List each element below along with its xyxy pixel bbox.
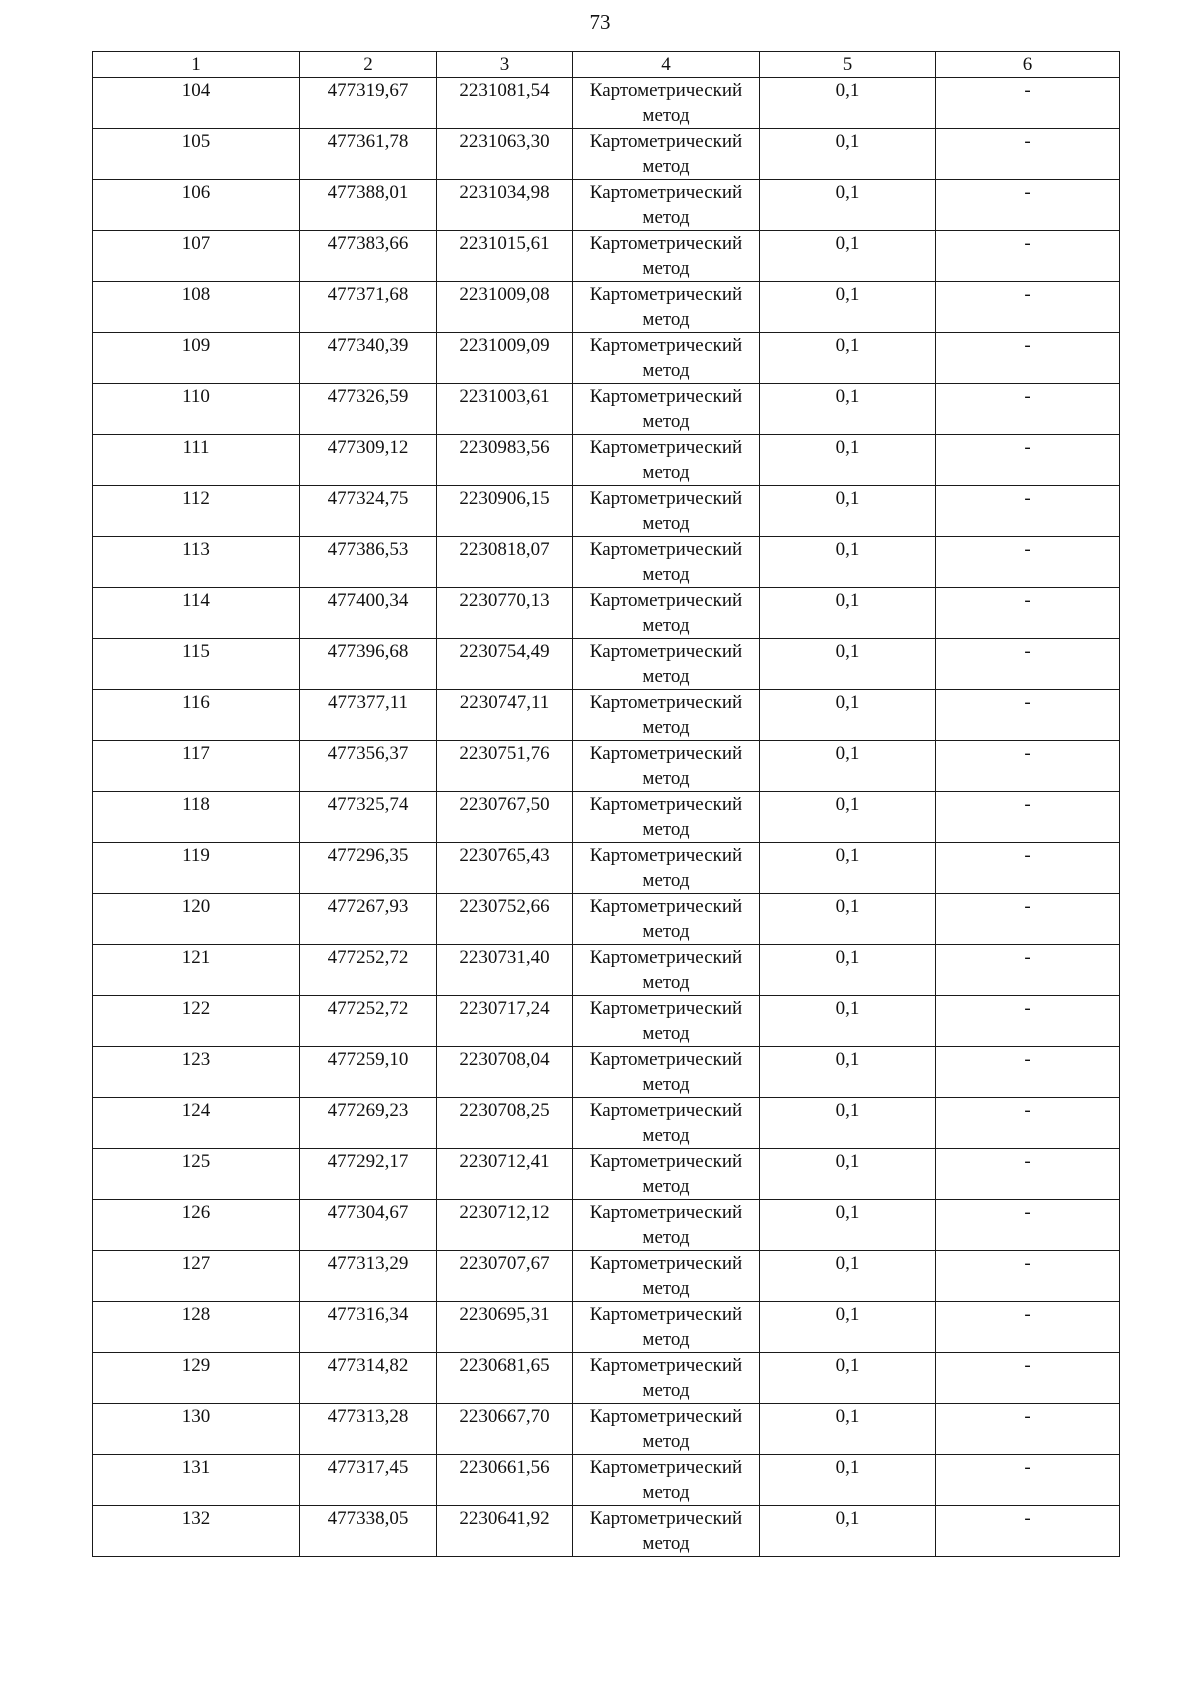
y-coordinate-cell: 2231009,08 <box>437 282 573 333</box>
table-row <box>93 1506 1120 1557</box>
x-coordinate-cell: 477267,93 <box>300 894 437 945</box>
note-cell: - <box>936 1302 1120 1353</box>
method-cell: Картометрический метод <box>573 1404 760 1455</box>
x-coordinate-cell: 477296,35 <box>300 843 437 894</box>
note-cell: - <box>936 690 1120 741</box>
accuracy-cell: 0,1 <box>760 1047 936 1098</box>
note-cell: - <box>936 1353 1120 1404</box>
x-coordinate-cell: 477396,68 <box>300 639 437 690</box>
method-cell: Картометрический метод <box>573 1047 760 1098</box>
coordinates-table <box>92 51 1120 1557</box>
accuracy-cell: 0,1 <box>760 1200 936 1251</box>
y-coordinate-cell: 2230752,66 <box>437 894 573 945</box>
y-coordinate-cell: 2231015,61 <box>437 231 573 282</box>
x-coordinate-cell: 477400,34 <box>300 588 437 639</box>
y-coordinate-cell: 2230765,43 <box>437 843 573 894</box>
note-cell: - <box>936 129 1120 180</box>
column-header-2: 2 <box>300 52 437 78</box>
y-coordinate-cell: 2230770,13 <box>437 588 573 639</box>
accuracy-cell: 0,1 <box>760 690 936 741</box>
table-row <box>93 1098 1120 1149</box>
method-cell: Картометрический метод <box>573 843 760 894</box>
x-coordinate-cell: 477386,53 <box>300 537 437 588</box>
x-coordinate-cell: 477383,66 <box>300 231 437 282</box>
table-row <box>93 231 1120 282</box>
note-cell: - <box>936 435 1120 486</box>
x-coordinate-cell: 477325,74 <box>300 792 437 843</box>
table-row <box>93 1353 1120 1404</box>
point-number-cell: 120 <box>93 894 300 945</box>
method-cell: Картометрический метод <box>573 282 760 333</box>
point-number-cell: 123 <box>93 1047 300 1098</box>
accuracy-cell: 0,1 <box>760 282 936 333</box>
y-coordinate-cell: 2231063,30 <box>437 129 573 180</box>
method-cell: Картометрический метод <box>573 1506 760 1557</box>
point-number-cell: 128 <box>93 1302 300 1353</box>
point-number-cell: 122 <box>93 996 300 1047</box>
point-number-cell: 118 <box>93 792 300 843</box>
table-row <box>93 486 1120 537</box>
note-cell: - <box>936 1455 1120 1506</box>
table-row <box>93 282 1120 333</box>
table-row <box>93 1404 1120 1455</box>
x-coordinate-cell: 477356,37 <box>300 741 437 792</box>
point-number-cell: 109 <box>93 333 300 384</box>
point-number-cell: 130 <box>93 1404 300 1455</box>
accuracy-cell: 0,1 <box>760 1098 936 1149</box>
accuracy-cell: 0,1 <box>760 129 936 180</box>
point-number-cell: 107 <box>93 231 300 282</box>
point-number-cell: 114 <box>93 588 300 639</box>
table-row <box>93 843 1120 894</box>
x-coordinate-cell: 477309,12 <box>300 435 437 486</box>
accuracy-cell: 0,1 <box>760 1506 936 1557</box>
x-coordinate-cell: 477326,59 <box>300 384 437 435</box>
note-cell: - <box>936 180 1120 231</box>
x-coordinate-cell: 477361,78 <box>300 129 437 180</box>
method-cell: Картометрический метод <box>573 180 760 231</box>
note-cell: - <box>936 843 1120 894</box>
note-cell: - <box>936 1404 1120 1455</box>
note-cell: - <box>936 1047 1120 1098</box>
point-number-cell: 117 <box>93 741 300 792</box>
method-cell: Картометрический метод <box>573 1251 760 1302</box>
point-number-cell: 127 <box>93 1251 300 1302</box>
method-cell: Картометрический метод <box>573 333 760 384</box>
column-header-3: 3 <box>437 52 573 78</box>
accuracy-cell: 0,1 <box>760 231 936 282</box>
y-coordinate-cell: 2230681,65 <box>437 1353 573 1404</box>
table-row <box>93 1251 1120 1302</box>
accuracy-cell: 0,1 <box>760 1302 936 1353</box>
point-number-cell: 124 <box>93 1098 300 1149</box>
y-coordinate-cell: 2230708,25 <box>437 1098 573 1149</box>
table-row <box>93 792 1120 843</box>
accuracy-cell: 0,1 <box>760 1251 936 1302</box>
method-cell: Картометрический метод <box>573 690 760 741</box>
table-row <box>93 996 1120 1047</box>
accuracy-cell: 0,1 <box>760 1404 936 1455</box>
table-row <box>93 588 1120 639</box>
point-number-cell: 129 <box>93 1353 300 1404</box>
method-cell: Картометрический метод <box>573 996 760 1047</box>
y-coordinate-cell: 2230707,67 <box>437 1251 573 1302</box>
point-number-cell: 110 <box>93 384 300 435</box>
y-coordinate-cell: 2230754,49 <box>437 639 573 690</box>
method-cell: Картометрический метод <box>573 486 760 537</box>
method-cell: Картометрический метод <box>573 1455 760 1506</box>
x-coordinate-cell: 477269,23 <box>300 1098 437 1149</box>
x-coordinate-cell: 477292,17 <box>300 1149 437 1200</box>
y-coordinate-cell: 2230983,56 <box>437 435 573 486</box>
x-coordinate-cell: 477371,68 <box>300 282 437 333</box>
method-cell: Картометрический метод <box>573 78 760 129</box>
table-row <box>93 78 1120 129</box>
accuracy-cell: 0,1 <box>760 792 936 843</box>
x-coordinate-cell: 477259,10 <box>300 1047 437 1098</box>
note-cell: - <box>936 1200 1120 1251</box>
y-coordinate-cell: 2231081,54 <box>437 78 573 129</box>
accuracy-cell: 0,1 <box>760 1353 936 1404</box>
note-cell: - <box>936 1098 1120 1149</box>
table-row <box>93 537 1120 588</box>
column-header-4: 4 <box>573 52 760 78</box>
column-header-5: 5 <box>760 52 936 78</box>
method-cell: Картометрический метод <box>573 1302 760 1353</box>
point-number-cell: 131 <box>93 1455 300 1506</box>
column-header-6: 6 <box>936 52 1120 78</box>
table-row <box>93 741 1120 792</box>
note-cell: - <box>936 741 1120 792</box>
method-cell: Картометрический метод <box>573 231 760 282</box>
method-cell: Картометрический метод <box>573 384 760 435</box>
note-cell: - <box>936 231 1120 282</box>
method-cell: Картометрический метод <box>573 741 760 792</box>
table-row <box>93 333 1120 384</box>
point-number-cell: 126 <box>93 1200 300 1251</box>
x-coordinate-cell: 477340,39 <box>300 333 437 384</box>
note-cell: - <box>936 384 1120 435</box>
method-cell: Картометрический метод <box>573 129 760 180</box>
accuracy-cell: 0,1 <box>760 639 936 690</box>
x-coordinate-cell: 477324,75 <box>300 486 437 537</box>
point-number-cell: 112 <box>93 486 300 537</box>
point-number-cell: 125 <box>93 1149 300 1200</box>
method-cell: Картометрический метод <box>573 537 760 588</box>
x-coordinate-cell: 477319,67 <box>300 78 437 129</box>
method-cell: Картометрический метод <box>573 1200 760 1251</box>
method-cell: Картометрический метод <box>573 894 760 945</box>
note-cell: - <box>936 639 1120 690</box>
table-row <box>93 180 1120 231</box>
table-row <box>93 129 1120 180</box>
accuracy-cell: 0,1 <box>760 435 936 486</box>
method-cell: Картометрический метод <box>573 588 760 639</box>
table-row <box>93 894 1120 945</box>
table-body <box>93 78 1120 1557</box>
accuracy-cell: 0,1 <box>760 78 936 129</box>
method-cell: Картометрический метод <box>573 435 760 486</box>
accuracy-cell: 0,1 <box>760 588 936 639</box>
point-number-cell: 104 <box>93 78 300 129</box>
accuracy-cell: 0,1 <box>760 996 936 1047</box>
y-coordinate-cell: 2231034,98 <box>437 180 573 231</box>
y-coordinate-cell: 2230717,24 <box>437 996 573 1047</box>
point-number-cell: 106 <box>93 180 300 231</box>
note-cell: - <box>936 588 1120 639</box>
x-coordinate-cell: 477252,72 <box>300 996 437 1047</box>
x-coordinate-cell: 477313,28 <box>300 1404 437 1455</box>
note-cell: - <box>936 792 1120 843</box>
accuracy-cell: 0,1 <box>760 180 936 231</box>
page-number: 73 <box>589 10 611 34</box>
method-cell: Картометрический метод <box>573 639 760 690</box>
y-coordinate-cell: 2231009,09 <box>437 333 573 384</box>
x-coordinate-cell: 477314,82 <box>300 1353 437 1404</box>
y-coordinate-cell: 2230747,11 <box>437 690 573 741</box>
point-number-cell: 132 <box>93 1506 300 1557</box>
method-cell: Картометрический метод <box>573 945 760 996</box>
y-coordinate-cell: 2230906,15 <box>437 486 573 537</box>
table-row <box>93 945 1120 996</box>
note-cell: - <box>936 486 1120 537</box>
accuracy-cell: 0,1 <box>760 333 936 384</box>
x-coordinate-cell: 477313,29 <box>300 1251 437 1302</box>
y-coordinate-cell: 2231003,61 <box>437 384 573 435</box>
table-row <box>93 435 1120 486</box>
y-coordinate-cell: 2230712,41 <box>437 1149 573 1200</box>
note-cell: - <box>936 1506 1120 1557</box>
x-coordinate-cell: 477388,01 <box>300 180 437 231</box>
point-number-cell: 105 <box>93 129 300 180</box>
x-coordinate-cell: 477304,67 <box>300 1200 437 1251</box>
note-cell: - <box>936 1251 1120 1302</box>
accuracy-cell: 0,1 <box>760 894 936 945</box>
note-cell: - <box>936 537 1120 588</box>
point-number-cell: 113 <box>93 537 300 588</box>
note-cell: - <box>936 945 1120 996</box>
note-cell: - <box>936 78 1120 129</box>
accuracy-cell: 0,1 <box>760 486 936 537</box>
y-coordinate-cell: 2230641,92 <box>437 1506 573 1557</box>
note-cell: - <box>936 282 1120 333</box>
method-cell: Картометрический метод <box>573 1353 760 1404</box>
y-coordinate-cell: 2230661,56 <box>437 1455 573 1506</box>
table-row <box>93 1455 1120 1506</box>
y-coordinate-cell: 2230695,31 <box>437 1302 573 1353</box>
accuracy-cell: 0,1 <box>760 384 936 435</box>
point-number-cell: 115 <box>93 639 300 690</box>
x-coordinate-cell: 477317,45 <box>300 1455 437 1506</box>
point-number-cell: 119 <box>93 843 300 894</box>
point-number-cell: 121 <box>93 945 300 996</box>
point-number-cell: 111 <box>93 435 300 486</box>
note-cell: - <box>936 996 1120 1047</box>
table-row <box>93 1149 1120 1200</box>
x-coordinate-cell: 477377,11 <box>300 690 437 741</box>
accuracy-cell: 0,1 <box>760 537 936 588</box>
y-coordinate-cell: 2230667,70 <box>437 1404 573 1455</box>
method-cell: Картометрический метод <box>573 1098 760 1149</box>
point-number-cell: 116 <box>93 690 300 741</box>
y-coordinate-cell: 2230731,40 <box>437 945 573 996</box>
table-row <box>93 384 1120 435</box>
method-cell: Картометрический метод <box>573 792 760 843</box>
note-cell: - <box>936 894 1120 945</box>
accuracy-cell: 0,1 <box>760 843 936 894</box>
y-coordinate-cell: 2230708,04 <box>437 1047 573 1098</box>
x-coordinate-cell: 477338,05 <box>300 1506 437 1557</box>
x-coordinate-cell: 477252,72 <box>300 945 437 996</box>
table-row <box>93 639 1120 690</box>
table-row <box>93 1302 1120 1353</box>
point-number-cell: 108 <box>93 282 300 333</box>
accuracy-cell: 0,1 <box>760 1455 936 1506</box>
table-row <box>93 1200 1120 1251</box>
y-coordinate-cell: 2230712,12 <box>437 1200 573 1251</box>
y-coordinate-cell: 2230818,07 <box>437 537 573 588</box>
table-header-row <box>93 52 1120 78</box>
accuracy-cell: 0,1 <box>760 1149 936 1200</box>
table-row <box>93 1047 1120 1098</box>
note-cell: - <box>936 333 1120 384</box>
y-coordinate-cell: 2230751,76 <box>437 741 573 792</box>
accuracy-cell: 0,1 <box>760 945 936 996</box>
table-row <box>93 690 1120 741</box>
method-cell: Картометрический метод <box>573 1149 760 1200</box>
y-coordinate-cell: 2230767,50 <box>437 792 573 843</box>
x-coordinate-cell: 477316,34 <box>300 1302 437 1353</box>
column-header-1: 1 <box>93 52 300 78</box>
accuracy-cell: 0,1 <box>760 741 936 792</box>
note-cell: - <box>936 1149 1120 1200</box>
